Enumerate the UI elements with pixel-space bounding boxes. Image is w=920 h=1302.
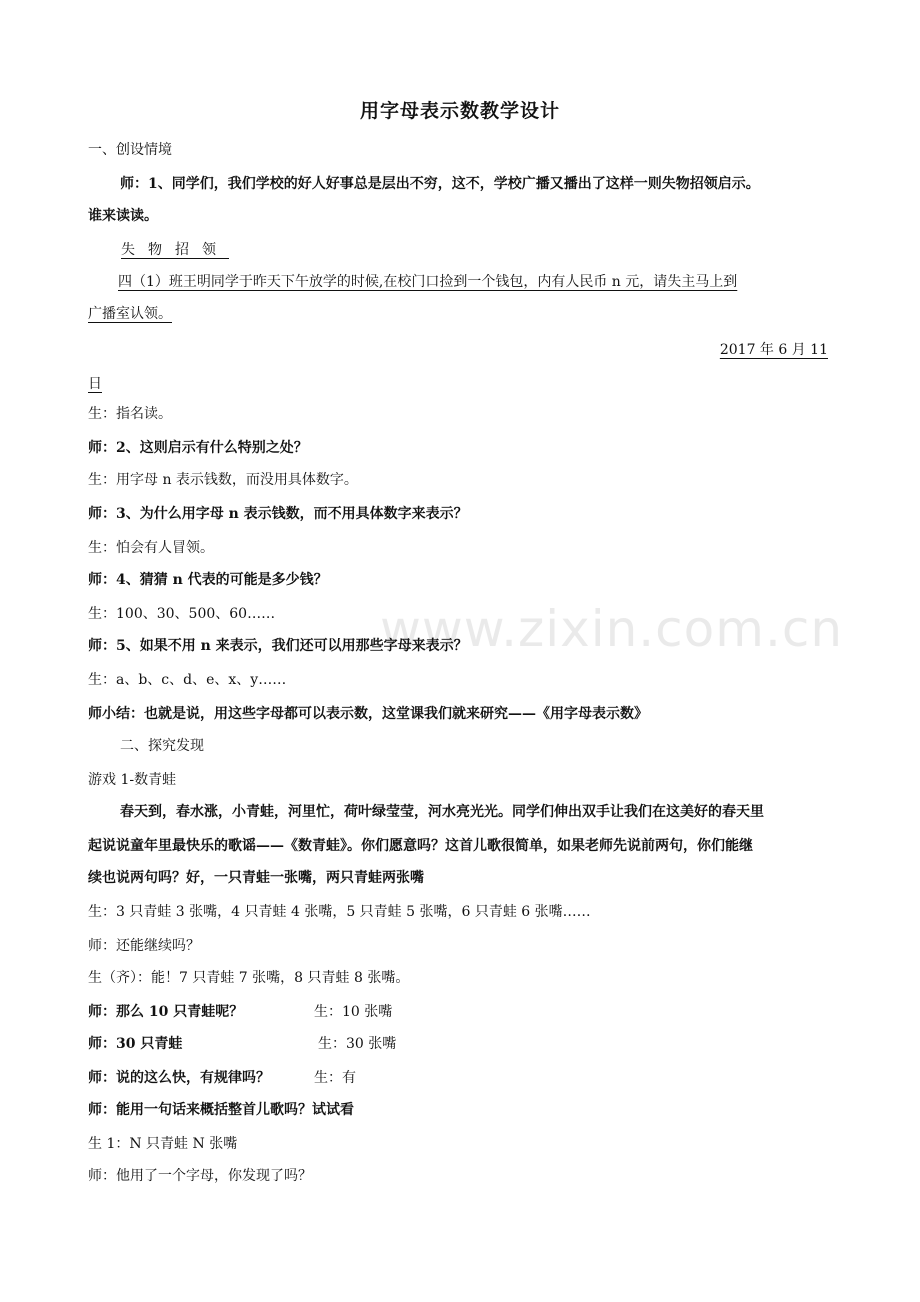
notice-date-text: 2017 年 6 月 11 — [719, 342, 828, 358]
dialogue-line: 生：100、30、500、60…… — [88, 606, 276, 622]
paragraph-line: 谁来读读。 — [88, 208, 158, 224]
dialogue-line: 师：他用了一个字母，你发现了吗？ — [88, 1168, 312, 1184]
teacher-question: 师：说的这么快，有规律吗？ — [88, 1070, 270, 1086]
notice-text — [88, 272, 737, 292]
dialogue-line: 生：用字母 n 表示钱数，而没用具体数字。 — [88, 472, 358, 488]
dialogue-line: 师：5、如果不用 n 来表示，我们还可以用那些字母来表示？ — [88, 638, 468, 654]
notice-date-day: 日 — [88, 376, 102, 392]
student-answer: 生：30 张嘴 — [318, 1036, 397, 1052]
paragraph-line: 师：1、同学们，我们学校的好人好事总是层出不穷，这不，学校广播又播出了这样一则失物招领启示。 — [120, 176, 760, 192]
dialogue-line: 师：能用一句话来概括整首儿歌吗？试试看 — [88, 1102, 354, 1118]
dialogue-line: 生：3 只青蛙 3 张嘴，4 只青蛙 4 张嘴，5 只青蛙 5 张嘴，6 只青蛙 6 张嘴…… — [88, 904, 591, 920]
teacher-question: 师：30 只青蛙 — [88, 1036, 183, 1052]
section-heading-2: 二、探究发现 — [120, 738, 204, 754]
paragraph-line: 起说说童年里最快乐的歌谣——《数青蛙》。你们愿意吗？这首儿歌很简单，如果老师先说前两句，你们能继 — [88, 838, 753, 854]
student-answer: 生：10 张嘴 — [314, 1004, 393, 1020]
dialogue-line: 师：3、为什么用字母 n 表示钱数，而不用具体数字来表示？ — [88, 506, 468, 522]
student-answer: 生：有 — [314, 1070, 356, 1086]
notice-title: 失物招领 — [121, 242, 229, 258]
dialogue-line: 生：怕会有人冒领。 — [88, 540, 214, 556]
document-title: 用字母表示数教学设计 — [359, 100, 560, 122]
dialogue-line: 师：4、猜猜 n 代表的可能是多少钱？ — [88, 572, 328, 588]
notice-text-line: 四（1）班王明同学于昨天下午放学的时候,在校门口捡到一个钱包，内有人民币 n 元，请失主马上到 — [118, 274, 738, 290]
teacher-question: 师：那么 10 只青蛙呢？ — [88, 1004, 244, 1020]
dialogue-line: 生：a、b、c、d、e、x、y…… — [88, 672, 287, 688]
notice-text-line: 广播室认领。 — [88, 306, 172, 322]
notice-date-end — [88, 374, 110, 394]
paragraph-line: 续也说两句吗？好，一只青蛙一张嘴，两只青蛙两张嘴 — [88, 870, 424, 886]
paragraph-line: 春天到，春水涨，小青蛙，河里忙，荷叶绿莹莹，河水亮光光。同学们伸出双手让我们在这美好的春天里 — [120, 804, 764, 820]
summary-line: 师小结：也就是说，用这些字母都可以表示数，这堂课我们就来研究——《用字母表示数》 — [88, 706, 648, 722]
dialogue-line: 生：指名读。 — [88, 406, 172, 422]
game-heading: 游戏 1-数青蛙 — [88, 772, 177, 788]
section-heading-1: 一、创设情境 — [88, 142, 172, 158]
dialogue-line: 师：2、这则启示有什么特别之处？ — [88, 440, 308, 456]
dialogue-line: 生 1：N 只青蛙 N 张嘴 — [88, 1136, 238, 1152]
watermark: www.zixin.com.cn — [380, 600, 844, 658]
dialogue-line: 生（齐）：能！7 只青蛙 7 张嘴，8 只青蛙 8 张嘴。 — [88, 970, 410, 986]
dialogue-line: 师：还能继续吗？ — [88, 938, 200, 954]
notice-date — [690, 340, 828, 360]
